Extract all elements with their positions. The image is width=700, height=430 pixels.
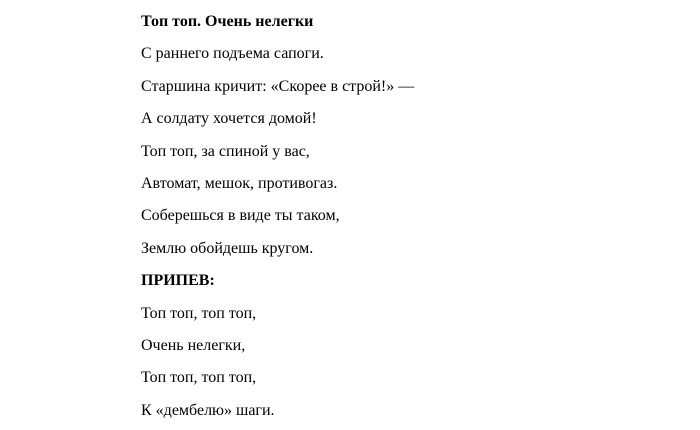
verse-line: А солдату хочется домой!: [141, 110, 317, 128]
verse-line: С раннего подъема сапоги.: [141, 45, 324, 63]
chorus-line: Топ топ, топ топ,: [141, 369, 257, 387]
verse-line: Землю обойдешь кругом.: [141, 239, 314, 257]
chorus-heading: ПРИПЕВ:: [141, 272, 215, 290]
verse-line: Топ топ, за спиной у вас,: [141, 142, 310, 160]
verse-line: Автомат, мешок, противогаз.: [141, 174, 338, 192]
document-body: [141, 9, 681, 430]
verse-line: Старшина кричит: «Скорее в строй!» —: [141, 77, 415, 95]
verse-line: Соберешься в виде ты таком,: [141, 207, 340, 225]
chorus-line: К «дембелю» шаги.: [141, 401, 275, 419]
chorus-line: Очень нелегки,: [141, 336, 246, 354]
song-title: Топ топ. Очень нелегки: [141, 13, 314, 30]
chorus-line: Топ топ, топ топ,: [141, 304, 257, 322]
